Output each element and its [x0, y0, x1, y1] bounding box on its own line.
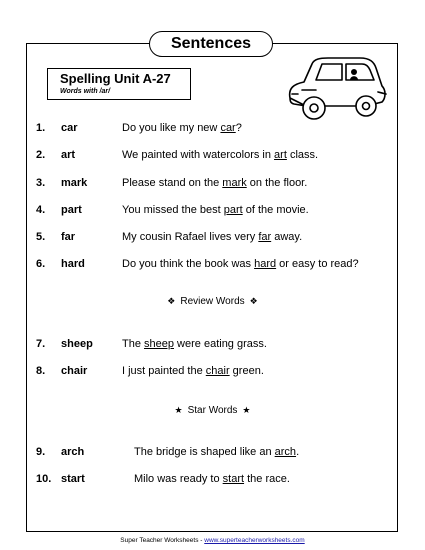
- item-number: 9.: [36, 446, 46, 458]
- item-number: 2.: [36, 149, 46, 161]
- unit-title: Spelling Unit A-27: [60, 71, 171, 86]
- list-item: [0, 473, 425, 489]
- footer: [0, 537, 425, 544]
- spelling-word: art: [61, 149, 76, 161]
- spelling-word: arch: [61, 446, 85, 458]
- sentence: Please stand on the mark on the floor.: [122, 177, 308, 189]
- item-number: 7.: [36, 338, 46, 350]
- item-number: 3.: [36, 177, 46, 189]
- list-item: [0, 231, 425, 247]
- target-word: part: [223, 204, 243, 216]
- target-word: arch: [274, 446, 297, 458]
- target-word: far: [258, 231, 272, 243]
- spelling-word: mark: [61, 177, 88, 189]
- sentence: The sheep were eating grass.: [122, 338, 267, 350]
- diamond-cluster-icon: ❖: [167, 296, 176, 306]
- spelling-word: car: [61, 122, 78, 134]
- target-word: hard: [254, 258, 277, 270]
- sentence: Do you think the book was hard or easy to read?: [122, 258, 359, 270]
- spelling-word: far: [61, 231, 76, 243]
- list-item: [0, 177, 425, 193]
- page-title: Sentences: [149, 31, 273, 57]
- car-illustration: [282, 52, 390, 126]
- target-word: car: [220, 122, 236, 134]
- sentence: Do you like my new car?: [122, 122, 242, 134]
- spelling-word: chair: [61, 365, 88, 377]
- sentence: You missed the best part of the movie.: [122, 204, 309, 216]
- spelling-word: hard: [61, 258, 85, 270]
- star-words-heading: ★ Star Words ★: [174, 405, 251, 416]
- star-icon: ★: [242, 405, 251, 415]
- list-item: [0, 204, 425, 220]
- list-item: [0, 122, 425, 138]
- sentence: The bridge is shaped like an arch.: [134, 446, 300, 458]
- item-number: 10.: [36, 473, 52, 485]
- list-item: [0, 258, 425, 274]
- target-word: art: [274, 149, 287, 161]
- target-word: chair: [205, 365, 230, 377]
- sentence: My cousin Rafael lives very far away.: [122, 231, 303, 243]
- item-number: 5.: [36, 231, 46, 243]
- item-number: 4.: [36, 204, 46, 216]
- item-number: 6.: [36, 258, 46, 270]
- spelling-word: sheep: [61, 338, 93, 350]
- footer-link[interactable]: www.superteacherworksheets.com: [204, 537, 305, 544]
- list-item: [0, 365, 425, 381]
- target-word: sheep: [144, 338, 174, 350]
- sentence: Milo was ready to start the race.: [134, 473, 290, 485]
- target-word: mark: [222, 177, 247, 189]
- item-number: 1.: [36, 122, 46, 134]
- target-word: start: [222, 473, 245, 485]
- item-number: 8.: [36, 365, 46, 377]
- review-words-heading: ❖ Review Words ❖: [167, 296, 258, 307]
- list-item: [0, 149, 425, 165]
- star-icon: ★: [174, 405, 183, 415]
- spelling-word: part: [61, 204, 82, 216]
- list-item: [0, 446, 425, 462]
- footer-text: Super Teacher Worksheets -: [120, 537, 205, 544]
- unit-subtitle: Words with /ar/: [60, 88, 111, 95]
- spelling-word: start: [61, 473, 85, 485]
- list-item: [0, 338, 425, 354]
- sentence: I just painted the chair green.: [122, 365, 264, 377]
- sentence: We painted with watercolors in art class.: [122, 149, 319, 161]
- diamond-cluster-icon: ❖: [249, 296, 258, 306]
